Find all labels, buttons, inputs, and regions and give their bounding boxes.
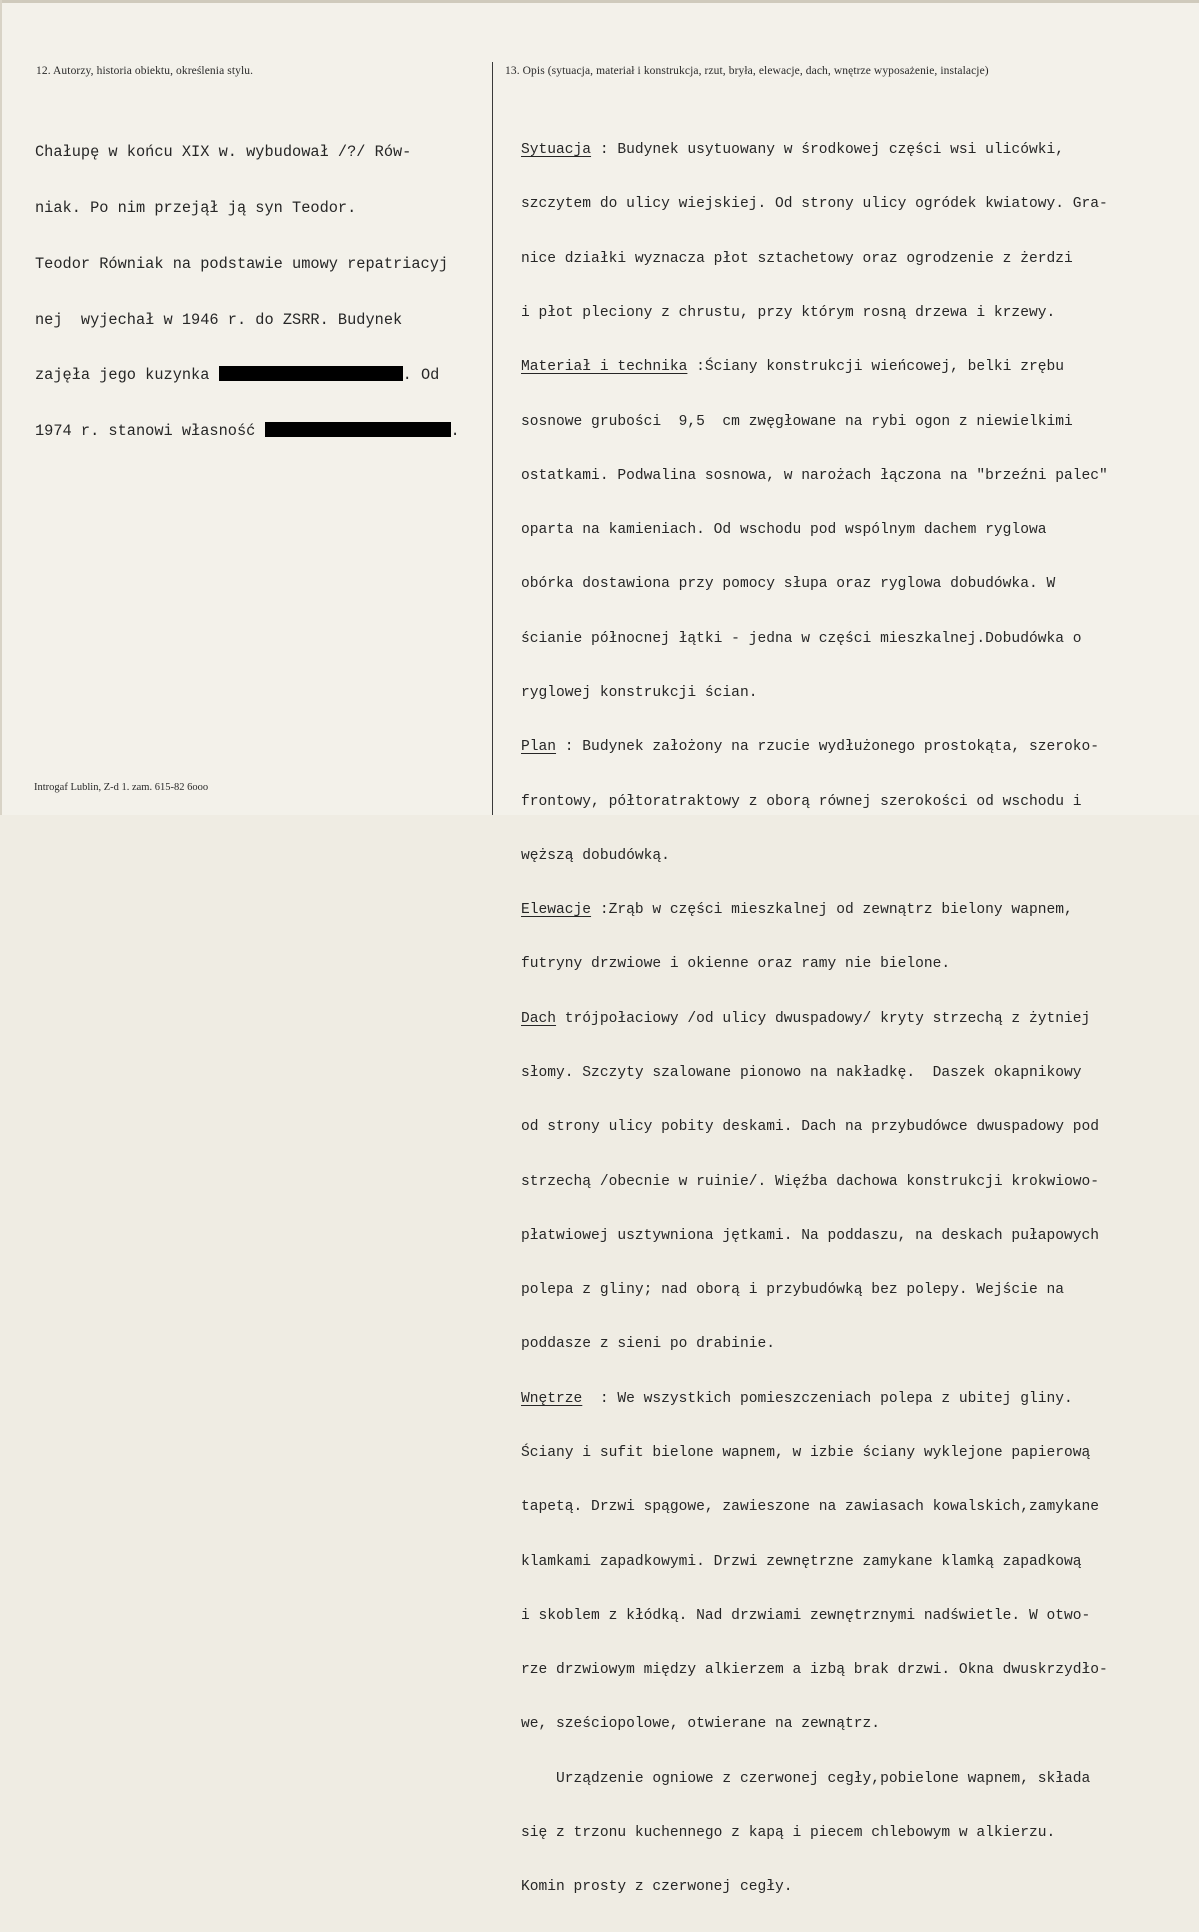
history-line: 1974 r. stanowi własność . — [35, 422, 460, 441]
description-line: Urządzenie ogniowe z czerwonej cegły,pobielone wapnem, składa — [521, 1770, 1091, 1787]
description-line: ścianie północnej łątki - jedna w części mieszkalnej.Dobudówka o — [521, 630, 1082, 647]
card-top-edge — [0, 0, 1199, 3]
label-sytuacja: Sytuacja — [521, 142, 592, 159]
section-13-header: 13. Opis (sytuacja, materiał i konstrukcja, rzut, bryła, elewacje, dach, wnętrze wyposażenie, instalacje) — [505, 65, 989, 77]
column-divider — [492, 62, 493, 815]
history-line: Teodor Równiak na podstawie umowy repatriacyj — [35, 254, 449, 273]
description-line: płatwiowej usztywniona jętkami. Na poddaszu, na deskach pułapowych — [521, 1227, 1100, 1244]
label-dach: Dach — [521, 1010, 557, 1027]
description-line: poddasze z sieni po drabinie. — [521, 1336, 775, 1353]
card-left-edge — [0, 0, 2, 815]
label-plan: Plan — [521, 739, 557, 756]
label-material: Materiał i technika — [521, 359, 688, 376]
description-line: tapetą. Drzwi spągowe, zawieszone na zawiasach kowalskich,zamykane — [521, 1499, 1100, 1516]
description-line: słomy. Szczyty szalowane pionowo na nakładkę. Daszek okapnikowy — [521, 1064, 1082, 1081]
description-line: sosnowe grubości 9,5 cm zwęgłowane na rybi ogon z niewielkimi — [521, 413, 1073, 430]
description-line: polepa z gliny; nad oborą i przybudówką bez polepy. Wejście na — [521, 1282, 1064, 1299]
description-line: szczytem do ulicy wiejskiej. Od strony ulicy ogródek kwiatowy. Gra- — [521, 196, 1108, 213]
description-line: obórka dostawiona przy pomocy słupa oraz ryglowa dobudówka. W — [521, 576, 1056, 593]
history-line: nej wyjechał w 1946 r. do ZSRR. Budynek — [35, 310, 403, 329]
description-line: Plan : Budynek założony na rzucie wydłużonego prostokąta, szeroko- — [521, 739, 1100, 756]
description-line: futryny drzwiowe i okienne oraz ramy nie bielone. — [521, 956, 951, 973]
description-line: Komin prosty z czerwonej cegły. — [521, 1879, 793, 1896]
description-line: Ściany i sufit bielone wapnem, w izbie ściany wyklejone papierową — [521, 1444, 1091, 1461]
description-line: Wnętrze : We wszystkich pomieszczeniach polepa z ubitej gliny. — [521, 1390, 1073, 1407]
description-line: i skoblem z kłódką. Nad drzwiami zewnętrznymi nadświetle. W otwo- — [521, 1607, 1091, 1624]
history-text — [35, 106, 460, 478]
redacted-owner-box — [265, 422, 451, 437]
description-line: się z trzonu kuchennego z kapą i piecem chlebowym w alkierzu. — [521, 1824, 1056, 1841]
history-line: niak. Po nim przejął ją syn Teodor. — [35, 198, 357, 217]
description-line: Materiał i technika :Ściany konstrukcji wieńcowej, belki zrębu — [521, 359, 1064, 376]
description-line: we, sześciopolowe, otwierane na zewnątrz. — [521, 1716, 881, 1733]
description-line: Dach trójpołaciowy /od ulicy dwuspadowy/ kryty strzechą z żytniej — [521, 1010, 1091, 1027]
section-12-header: 12. Autorzy, historia obiektu, określenia stylu. — [36, 65, 254, 77]
description-text — [521, 105, 1108, 1932]
description-line: klamkami zapadkowymi. Drzwi zewnętrzne zamykane klamką zapadkową — [521, 1553, 1082, 1570]
label-wnetrze: Wnętrze — [521, 1390, 583, 1407]
description-line: oparta na kamieniach. Od wschodu pod wspólnym dachem ryglowa — [521, 522, 1047, 539]
description-line: ostatkami. Podwalina sosnowa, w narożach łączona na "brzeźni palec" — [521, 467, 1108, 484]
redacted-name-box — [219, 366, 403, 381]
description-line: i płot pleciony z chrustu, przy którym rosną drzewa i krzewy. — [521, 305, 1056, 322]
description-line: strzechą /obecnie w ruinie/. Więźba dachowa konstrukcji krokwiowo- — [521, 1173, 1100, 1190]
description-line: Elewacje :Zrąb w części mieszkalnej od zewnątrz bielony wapnem, — [521, 902, 1073, 919]
description-line: ryglowej konstrukcji ścian. — [521, 685, 758, 701]
description-line: węższą dobudówką. — [521, 847, 670, 864]
label-elewacje: Elewacje — [521, 902, 592, 919]
printer-imprint: Introgaf Lublin, Z-d 1. zam. 615-82 6ooo — [34, 782, 209, 793]
description-line: nice działki wyznacza płot sztachetowy oraz ogrodzenie z żerdzi — [521, 250, 1073, 267]
history-line: Chałupę w końcu XIX w. wybudował /?/ Rów- — [35, 143, 412, 162]
description-line: od strony ulicy pobity deskami. Dach na przybudówce dwuspadowy pod — [521, 1119, 1100, 1136]
description-line: frontowy, półtoratraktowy z oborą równej szerokości od wschodu i — [521, 793, 1082, 810]
history-line: zajęła jego kuzynka . Od — [35, 366, 440, 385]
description-line: rze drzwiowym między alkierzem a izbą brak drzwi. Okna dwuskrzydło- — [521, 1662, 1108, 1679]
description-line: Sytuacja : Budynek usytuowany w środkowej części wsi ulicówki, — [521, 142, 1064, 159]
